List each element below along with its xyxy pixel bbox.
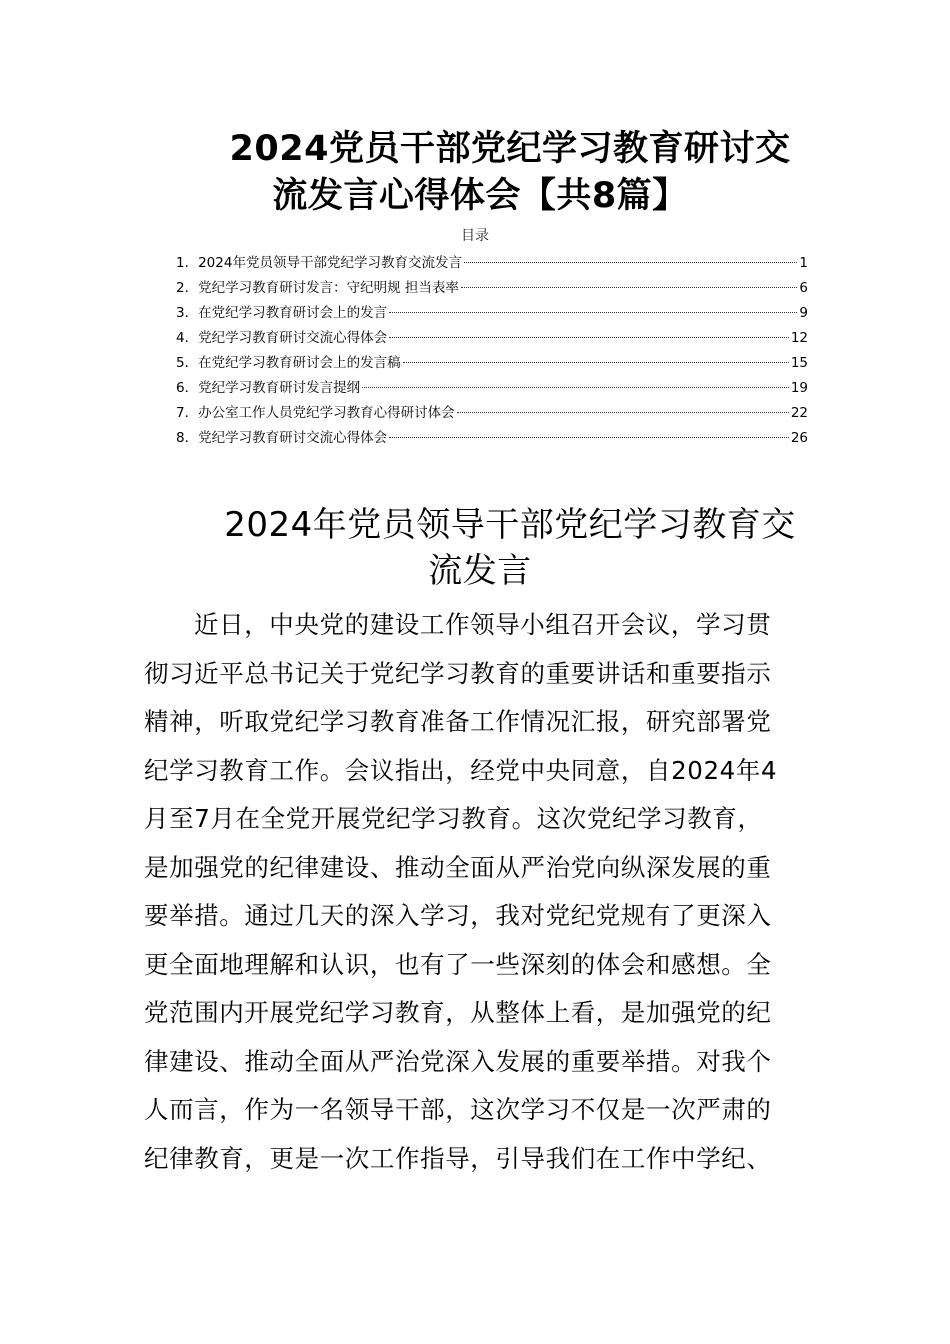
toc-entry-page: 6: [799, 280, 808, 296]
toc-entry-label: 党纪学习教育研讨发言提纲: [198, 380, 361, 396]
body-line: 更全面地理解和认识，也有了一些深刻的体会和感想。全: [144, 949, 772, 979]
body-line: 彻习近平总书记关于党纪学习教育的重要讲话和重要指示: [144, 658, 772, 688]
toc-entry-label: 党纪学习教育研讨发言：守纪明规 担当表率: [198, 280, 459, 296]
toc-entry-1[interactable]: [176, 251, 808, 276]
toc-entry-number: 4．: [176, 330, 199, 346]
toc-entry-page: 9: [799, 305, 808, 321]
toc-leader-dots: [362, 387, 789, 388]
toc-leader-dots: [457, 412, 789, 413]
body-line: 近日，中央党的建设工作领导小组召开会议，学习贯: [194, 610, 772, 639]
body-paragraph: [144, 601, 806, 1183]
toc-entry-page: 22: [790, 405, 808, 421]
toc-entry-number: 3．: [176, 305, 199, 321]
body-line: 精神，听取党纪学习教育准备工作情况汇报，研究部署党: [144, 707, 772, 736]
toc-entry-page: 15: [790, 355, 808, 371]
section-title: [150, 502, 870, 594]
toc-entry-number: 8．: [176, 430, 199, 446]
body-line: 党范围内开展党纪学习教育，从整体上看，是加强党的纪: [144, 998, 772, 1027]
toc-entry-8[interactable]: [176, 426, 808, 451]
toc-leader-dots: [464, 262, 797, 263]
toc-entry-label: 在党纪学习教育研讨会上的发言稿: [198, 355, 401, 371]
toc-entry-7[interactable]: [176, 401, 808, 426]
toc-entry-page: 26: [790, 430, 808, 446]
toc-entry-label: 2024年党员领导干部党纪学习教育交流发言: [198, 255, 462, 271]
toc-entry-label: 党纪学习教育研讨交流心得体会: [198, 430, 388, 446]
toc-entry-5[interactable]: [176, 351, 808, 376]
toc-entry-4[interactable]: [176, 326, 808, 351]
toc-entry-2[interactable]: [176, 276, 808, 301]
body-line: 人而言，作为一名领导干部，这次学习不仅是一次严肃的: [144, 1095, 772, 1124]
toc-entry-label: 办公室工作人员党纪学习教育心得研讨体会: [198, 405, 455, 421]
toc-leader-dots: [403, 362, 789, 363]
toc-leader-dots: [389, 437, 789, 438]
document-title-line-2: 流发言心得体会【共8篇】: [272, 176, 688, 216]
table-of-contents: [176, 251, 808, 451]
body-line: 月至7月在全党开展党纪学习教育。这次党纪学习教育，: [144, 804, 763, 833]
toc-leader-dots: [389, 312, 797, 313]
toc-entry-3[interactable]: [176, 301, 808, 326]
toc-entry-number: 1．: [176, 255, 199, 271]
toc-entry-number: 5．: [176, 355, 199, 371]
toc-entry-label: 在党纪学习教育研讨会上的发言: [198, 305, 388, 321]
body-line: 纪律教育，更是一次工作指导，引导我们在工作中学纪、: [144, 1143, 772, 1173]
toc-entry-page: 1: [799, 255, 808, 271]
document-title: [150, 126, 870, 220]
toc-entry-number: 6．: [176, 380, 199, 396]
body-line: 是加强党的纪律建设、推动全面从严治党向纵深发展的重: [144, 852, 772, 882]
toc-entry-label: 党纪学习教育研讨交流心得体会: [198, 330, 388, 346]
section-title-line-1: 2024年党员领导干部党纪学习教育交: [224, 505, 796, 545]
section-title-line-2: 流发言: [428, 551, 532, 591]
body-line: 要举措。通过几天的深入学习，我对党纪党规有了更深入: [144, 901, 772, 930]
toc-leader-dots: [461, 287, 798, 288]
toc-entry-6[interactable]: [176, 376, 808, 401]
toc-entry-page: 19: [790, 380, 808, 396]
toc-heading: 目录: [461, 228, 489, 244]
toc-entry-number: 2．: [176, 280, 199, 296]
toc-leader-dots: [389, 337, 789, 338]
document-title-line-1: 2024党员干部党纪学习教育研讨交: [229, 129, 791, 169]
body-line: 纪学习教育工作。会议指出，经党中央同意，自2024年4: [144, 755, 778, 785]
body-line: 律建设、推动全面从严治党深入发展的重要举措。对我个: [144, 1046, 772, 1076]
toc-entry-number: 7．: [176, 405, 199, 421]
toc-entry-page: 12: [790, 330, 808, 346]
